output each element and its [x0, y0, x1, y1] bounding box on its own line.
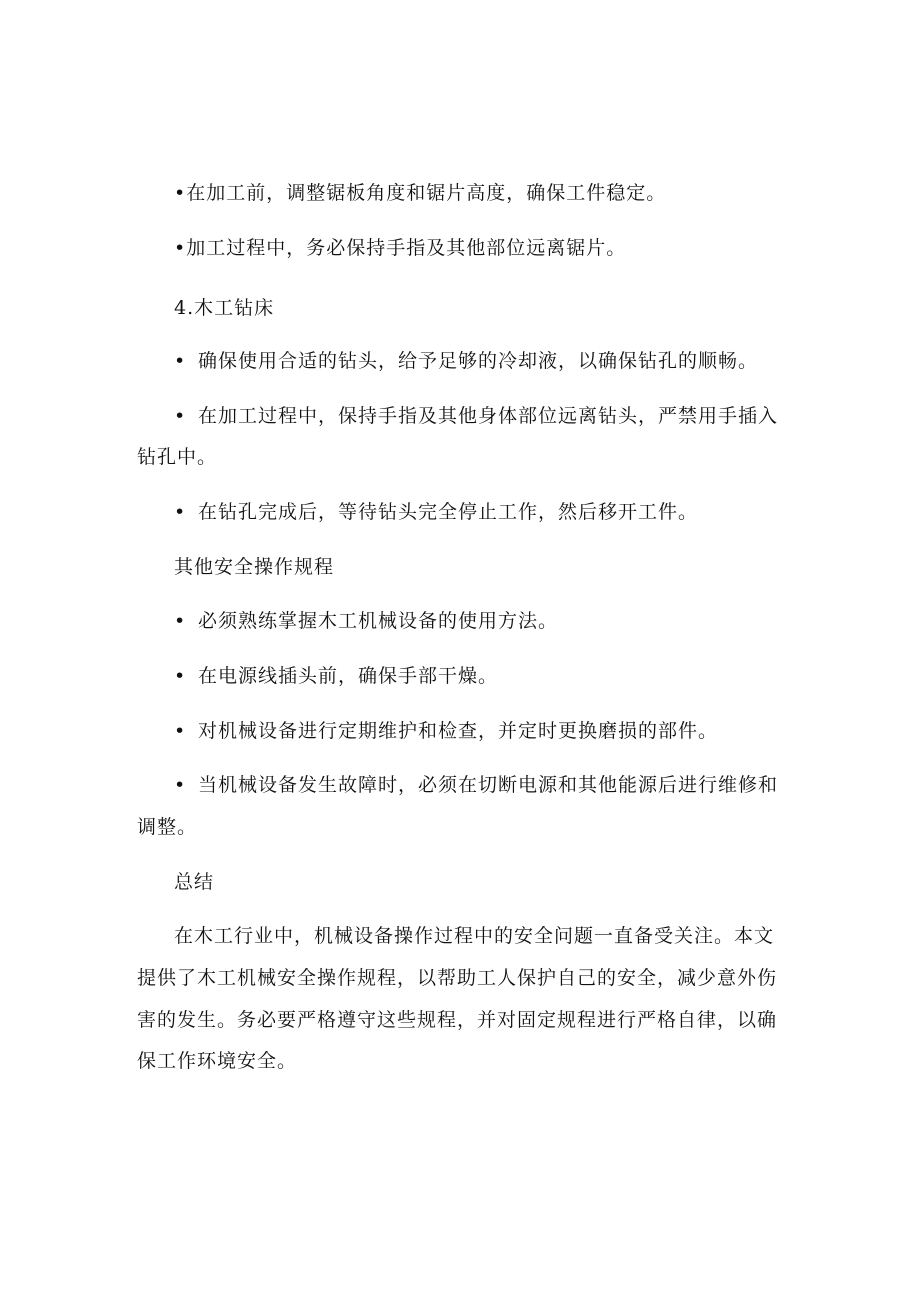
other-heading: 其他安全操作规程 — [174, 556, 335, 578]
other-item-1-text: 必须熟练掌握木工机械设备的使用方法。 — [198, 610, 559, 632]
drill-heading: 4.木工钻床 — [174, 297, 275, 319]
drill-item-2-text: 在加工过程中，保持手指及其他身体部位远离钻头，严禁用手插入 — [198, 405, 779, 427]
bullet-icon: • — [174, 774, 187, 796]
summary-line-1: 在木工行业中，机械设备操作过程中的安全问题一直备受关注。本文 — [174, 925, 775, 947]
other-item-3 — [174, 716, 718, 743]
saw-item-1: •在加工前，调整锯板角度和锯片高度，确保工件稳定。 — [174, 182, 667, 204]
drill-item-1-text: 确保使用合适的钻头，给予足够的冷却液，以确保钻孔的顺畅。 — [198, 350, 759, 372]
drill-item-2-continuation: 钻孔中。 — [137, 446, 218, 468]
other-item-1 — [174, 606, 558, 633]
drill-item-3 — [174, 497, 698, 524]
other-item-4-text: 当机械设备发生故障时，必须在切断电源和其他能源后进行维修和 — [198, 774, 779, 796]
drill-item-2 — [174, 401, 778, 428]
bullet-icon: • — [174, 665, 187, 687]
saw-item-2: •加工过程中，务必保持手指及其他部位远离锯片。 — [174, 237, 627, 259]
summary-line-3: 害的发生。务必要严格遵守这些规程，并对固定规程进行严格自律，以确 — [137, 1009, 778, 1031]
drill-item-3-text: 在钻孔完成后，等待钻头完全停止工作，然后移开工件。 — [198, 501, 699, 523]
bullet-icon: • — [174, 501, 187, 523]
bullet-icon: • — [174, 350, 187, 372]
bullet-icon: • — [174, 610, 187, 632]
other-item-2-text: 在电源线插头前，确保手部干燥。 — [198, 665, 499, 687]
bullet-icon: • — [174, 720, 187, 742]
summary-line-4: 保工作环境安全。 — [137, 1050, 298, 1072]
other-item-4 — [174, 770, 778, 797]
summary-line-2: 提供了木工机械安全操作规程，以帮助工人保护自己的安全，减少意外伤 — [137, 967, 778, 989]
summary-heading: 总结 — [174, 871, 215, 893]
other-item-2 — [174, 661, 498, 688]
other-item-4-continuation: 调整。 — [137, 816, 198, 838]
other-item-3-text: 对机械设备进行定期维护和检查，并定时更换磨损的部件。 — [198, 720, 719, 742]
bullet-icon: • — [174, 405, 187, 427]
drill-item-1 — [174, 346, 758, 373]
